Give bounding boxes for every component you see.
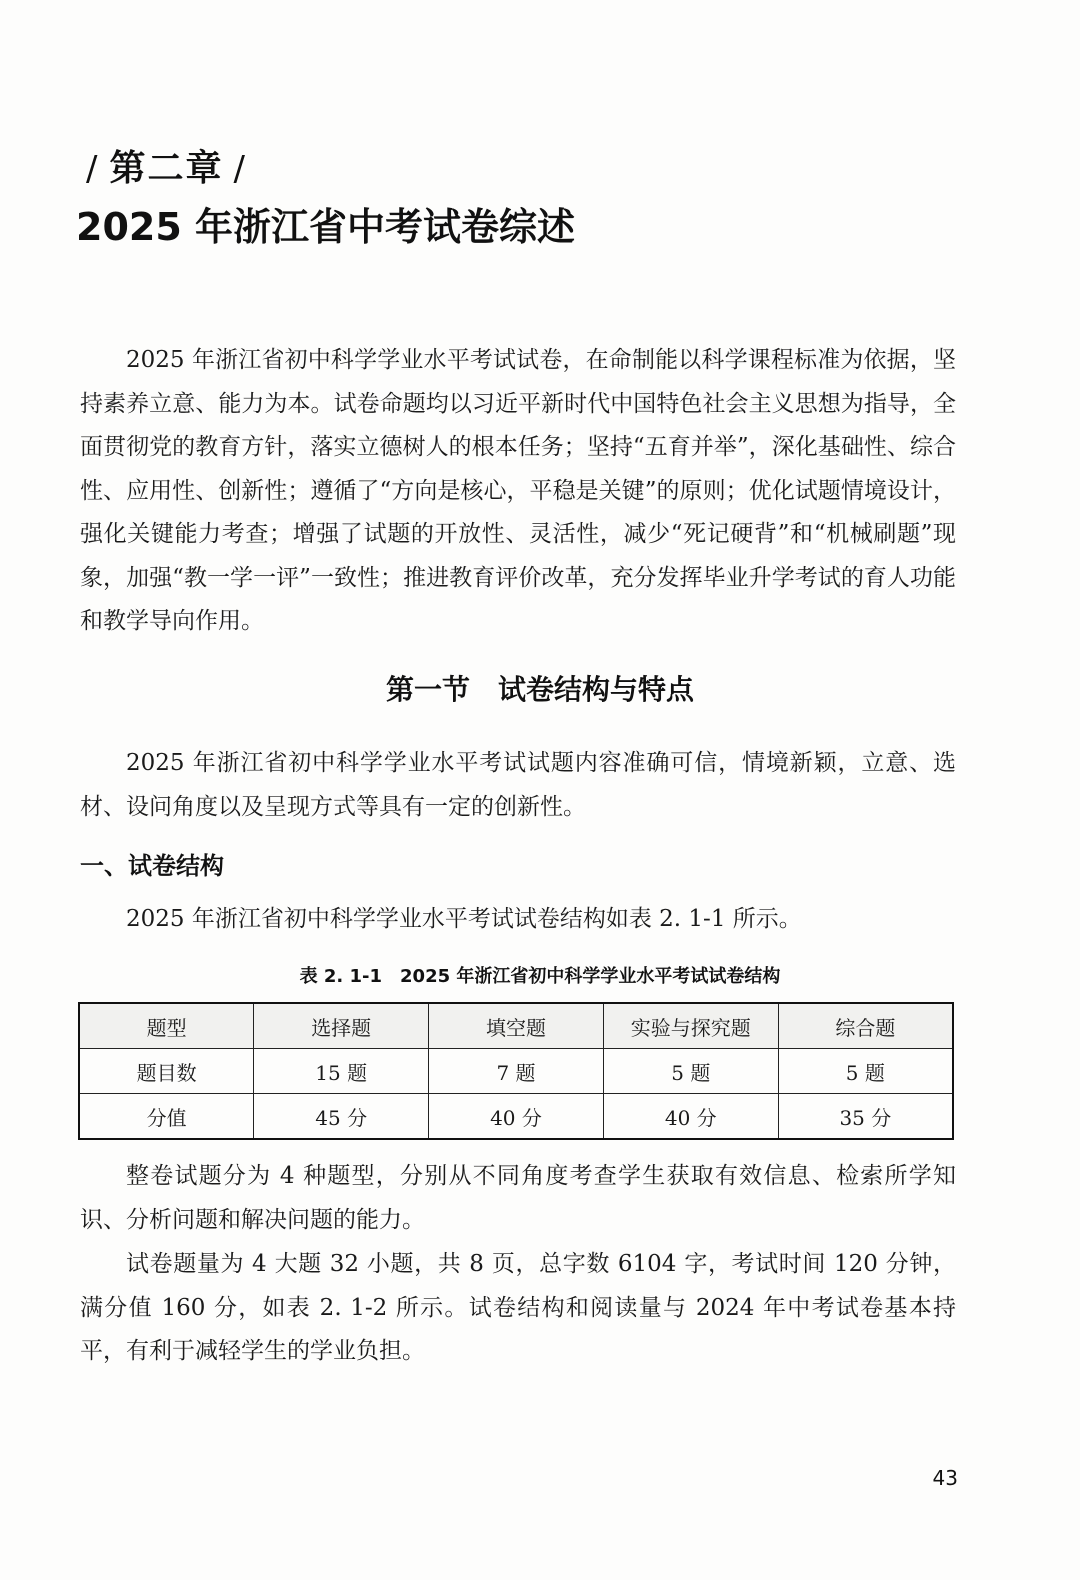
section-title: 第一节 试卷结构与特点: [385, 673, 694, 706]
table-cell: 35 分: [778, 1094, 953, 1140]
slash-decoration: /: [86, 149, 100, 189]
table-header-cell: 题型: [79, 1003, 254, 1049]
chapter-title: 2025 年浙江省中考试卷综述: [76, 205, 575, 249]
table-header-cell: 选择题: [254, 1003, 429, 1049]
table-header-row: [79, 1003, 953, 1049]
table-cell: 题目数: [79, 1049, 254, 1094]
table-cell: 5 题: [603, 1049, 778, 1094]
page-number: 43: [932, 1466, 958, 1490]
table-header-cell: 填空题: [429, 1003, 604, 1049]
table-cell: 40 分: [603, 1094, 778, 1140]
table-cell: 40 分: [429, 1094, 604, 1140]
exam-volume-paragraph: 试卷题量为 4 大题 32 小题，共 8 页，总字数 6104 字，考试时间 120 分钟，满分值 160 分，如表 2. 1-2 所示。试卷结构和阅读量与 2024 年中考试卷基本持平，有利于减轻学生的学业负担。: [80, 1251, 956, 1364]
subsection-title: 一、试卷结构: [80, 852, 224, 880]
chapter-label: [76, 140, 257, 191]
table-cell: 7 题: [429, 1049, 604, 1094]
exam-structure-table: [78, 1002, 954, 1140]
question-types-paragraph: 整卷试题分为 4 种题型，分别从不同角度考查学生获取有效信息、检索所学知识、分析问题和解决问题的能力。: [80, 1163, 956, 1233]
table-cell: 45 分: [254, 1094, 429, 1140]
table-row: [79, 1049, 953, 1094]
table-header-cell: 综合题: [778, 1003, 953, 1049]
structure-intro-paragraph: 2025 年浙江省初中科学学业水平考试试卷结构如表 2. 1-1 所示。: [126, 906, 802, 932]
section-intro-paragraph: 2025 年浙江省初中科学学业水平考试试题内容准确可信，情境新颖，立意、选材、设问角度以及呈现方式等具有一定的创新性。: [80, 750, 956, 820]
intro-paragraph: 2025 年浙江省初中科学学业水平考试试卷，在命制能以科学课程标准为依据，坚持素养立意、能力为本。试卷命题均以习近平新时代中国特色社会主义思想为指导，全面贯彻党的教育方针，落实立德树人的根本任务；坚持“五育并举”，深化基础性、综合性、应用性、创新性；遵循了“方向是核心，平稳是关键”的原则；优化试题情境设计，强化关键能力考查；增强了试题的开放性、灵活性，减少“死记硬背”和“机械刷题”现象，加强“教一学一评”一致性；推进教育评价改革，充分发挥毕业升学考试的育人功能和教学导向作用。: [80, 347, 956, 634]
table-row: [79, 1094, 953, 1140]
chapter-number: 第二章: [109, 148, 224, 189]
table-caption: 表 2. 1-1 2025 年浙江省初中科学学业水平考试试卷结构: [299, 966, 781, 987]
table-header-cell: 实验与探究题: [603, 1003, 778, 1049]
table-cell: 分值: [79, 1094, 254, 1140]
table-cell: 5 题: [778, 1049, 953, 1094]
table-cell: 15 题: [254, 1049, 429, 1094]
slash-decoration: /: [233, 149, 247, 189]
